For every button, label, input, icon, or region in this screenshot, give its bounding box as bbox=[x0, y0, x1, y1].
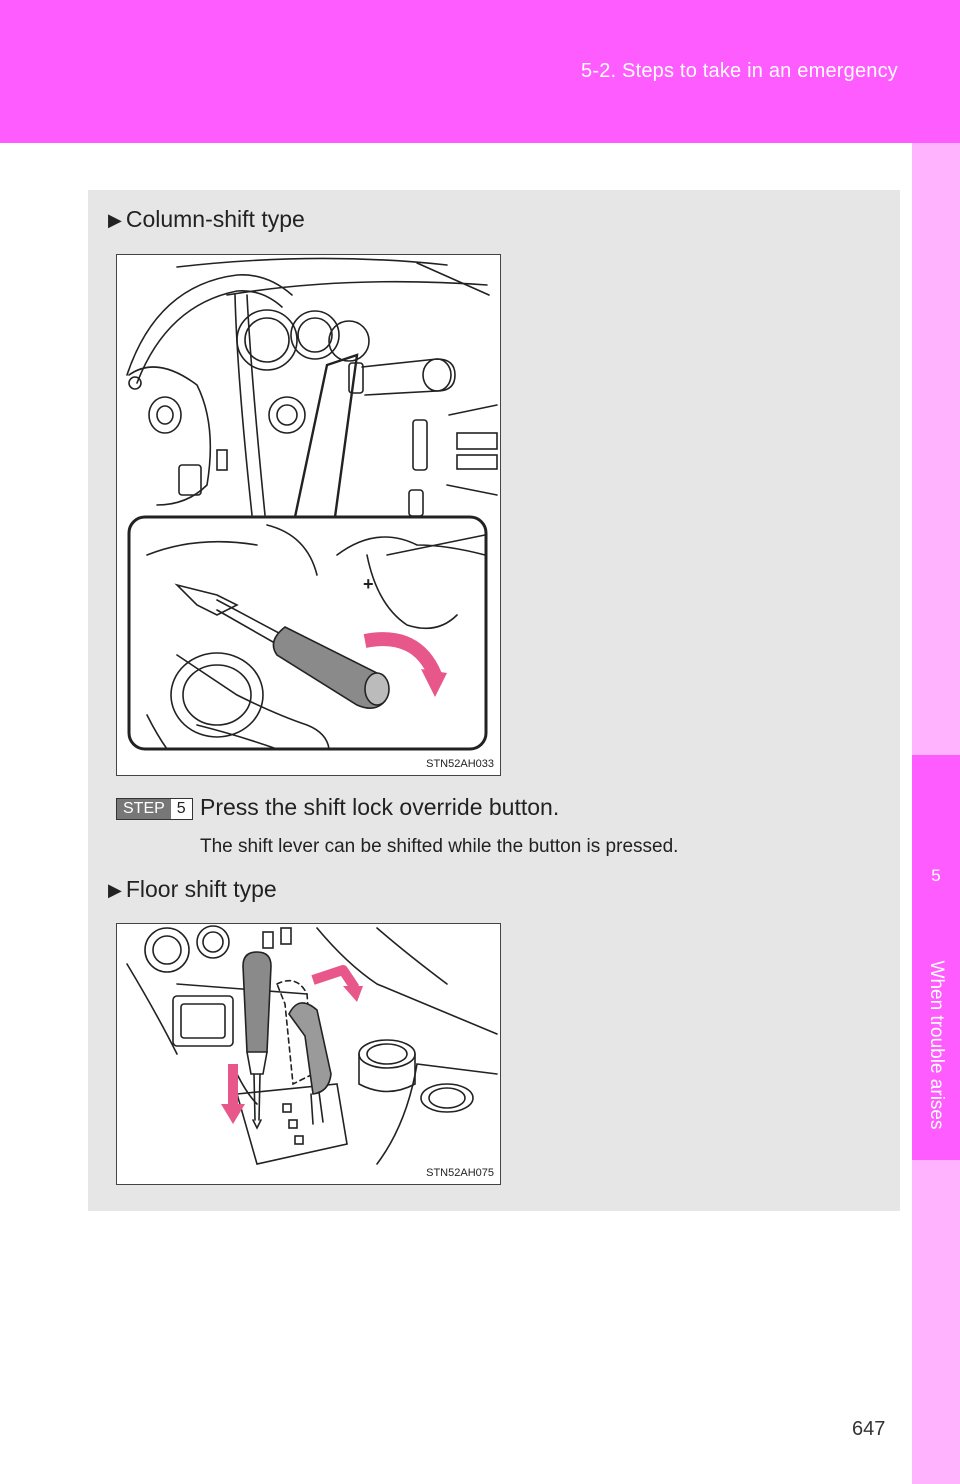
section-title: 5-2. Steps to take in an emergency bbox=[581, 60, 898, 82]
page-number: 647 bbox=[852, 1418, 886, 1440]
figure-code: STN52AH075 bbox=[426, 1167, 494, 1179]
step-badge bbox=[116, 798, 193, 820]
floor-shift-illustration bbox=[116, 923, 501, 1185]
steering-column-drawing bbox=[117, 255, 500, 775]
page-header bbox=[0, 0, 960, 143]
svg-text:+: + bbox=[363, 574, 374, 594]
figure-code: STN52AH033 bbox=[426, 758, 494, 770]
chapter-number: 5 bbox=[931, 866, 941, 885]
column-shift-label: ▶ Column-shift type bbox=[108, 206, 305, 232]
step-number: 5 bbox=[171, 799, 192, 819]
floor-shift-drawing bbox=[117, 924, 500, 1184]
floor-shift-label: ▶ Floor shift type bbox=[108, 876, 277, 902]
step-note: The shift lever can be shifted while the button is pressed. bbox=[200, 836, 679, 857]
triangle-bullet-icon: ▶ bbox=[108, 210, 122, 230]
step-word: STEP bbox=[117, 799, 171, 819]
column-shift-illustration bbox=[116, 254, 501, 776]
svg-text:−: − bbox=[379, 624, 390, 644]
step-instruction: Press the shift lock override button. bbox=[200, 794, 560, 820]
triangle-bullet-icon: ▶ bbox=[108, 880, 122, 900]
